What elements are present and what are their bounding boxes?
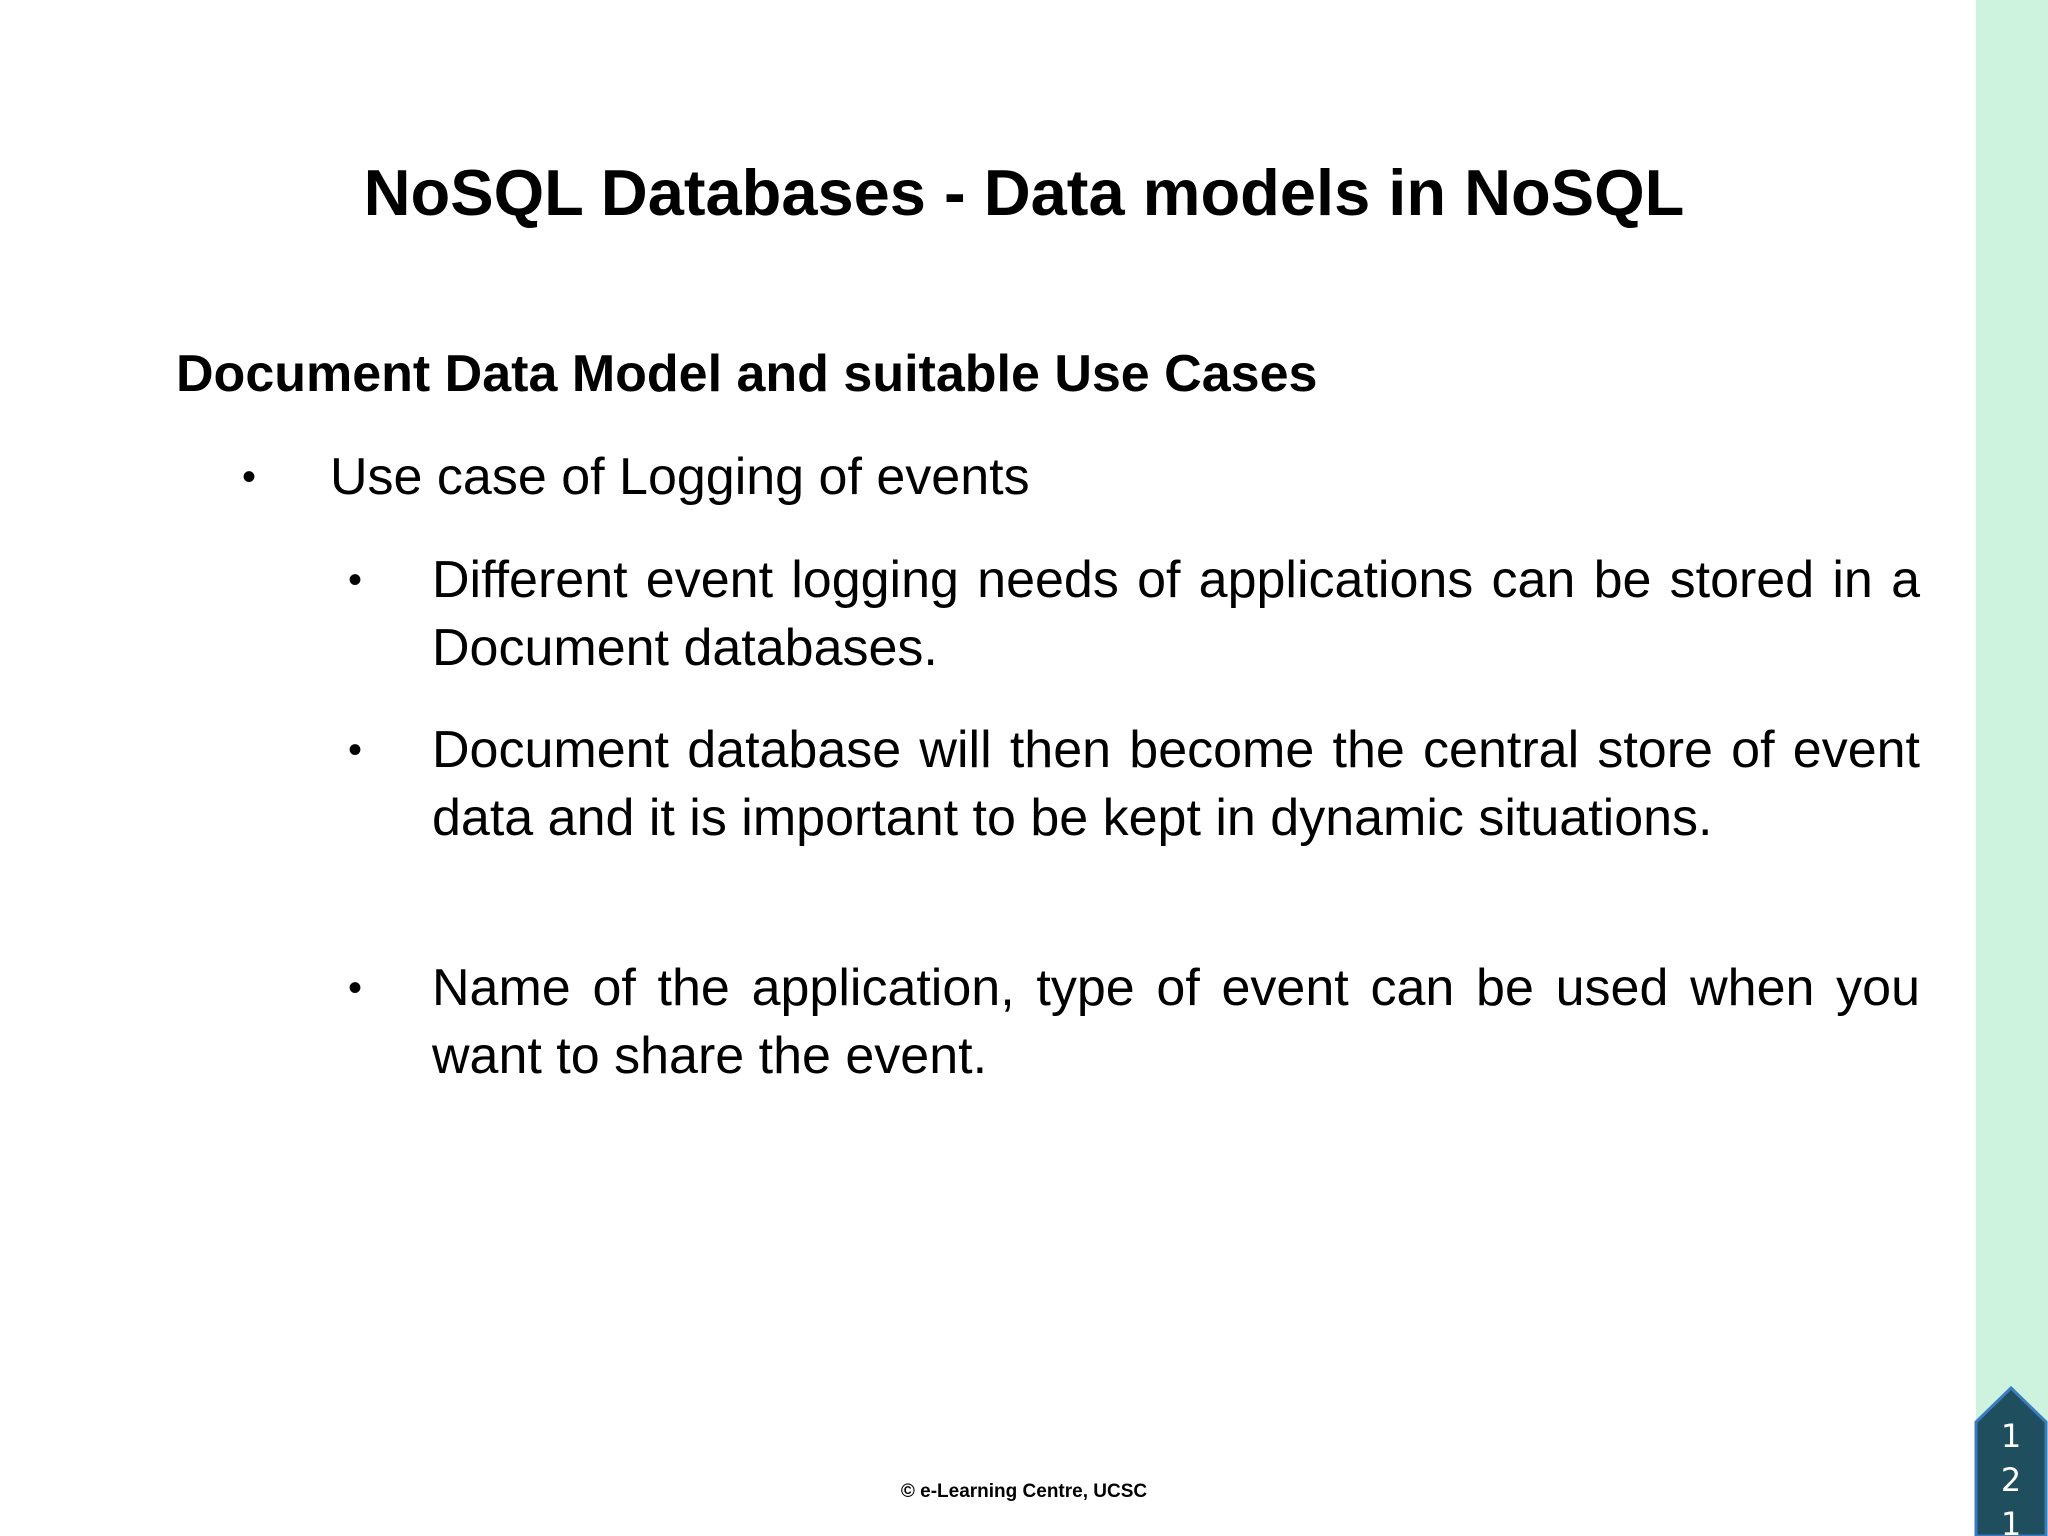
page-number-digit: 2	[2000, 1461, 2022, 1499]
bullet-dot-icon: •	[348, 728, 363, 772]
bullet-dot-icon: •	[348, 558, 363, 602]
bullet-text: Use case of Logging of events	[330, 448, 1030, 506]
sub-bullet-item	[344, 954, 1920, 1090]
bullet-dot-icon: •	[242, 455, 257, 499]
sub-bullet-item	[344, 716, 1920, 852]
bullet-dot-icon: •	[348, 966, 363, 1010]
sub-bullet-text: Different event logging needs of applications can be stored in a Document databases.	[432, 551, 1920, 677]
sub-bullet-text: Name of the application, type of event can be used when you want to share the event.	[432, 959, 1920, 1085]
sub-bullet-text: Document database will then become the central store of event data and it is important to be kept in dynamic situations.	[432, 721, 1920, 847]
slide-title: NoSQL Databases - Data models in NoSQL	[363, 156, 1685, 229]
bullet-item	[242, 443, 1742, 511]
footer-copyright: © e-Learning Centre, UCSC	[900, 1481, 1148, 1502]
page-number-digit: 1	[2000, 1417, 2022, 1455]
page-number	[1974, 1414, 2048, 1536]
section-heading: Document Data Model and suitable Use Cases	[176, 345, 1318, 403]
sub-bullet-item	[344, 546, 1920, 682]
page-number-digit: 1	[2000, 1505, 2022, 1536]
